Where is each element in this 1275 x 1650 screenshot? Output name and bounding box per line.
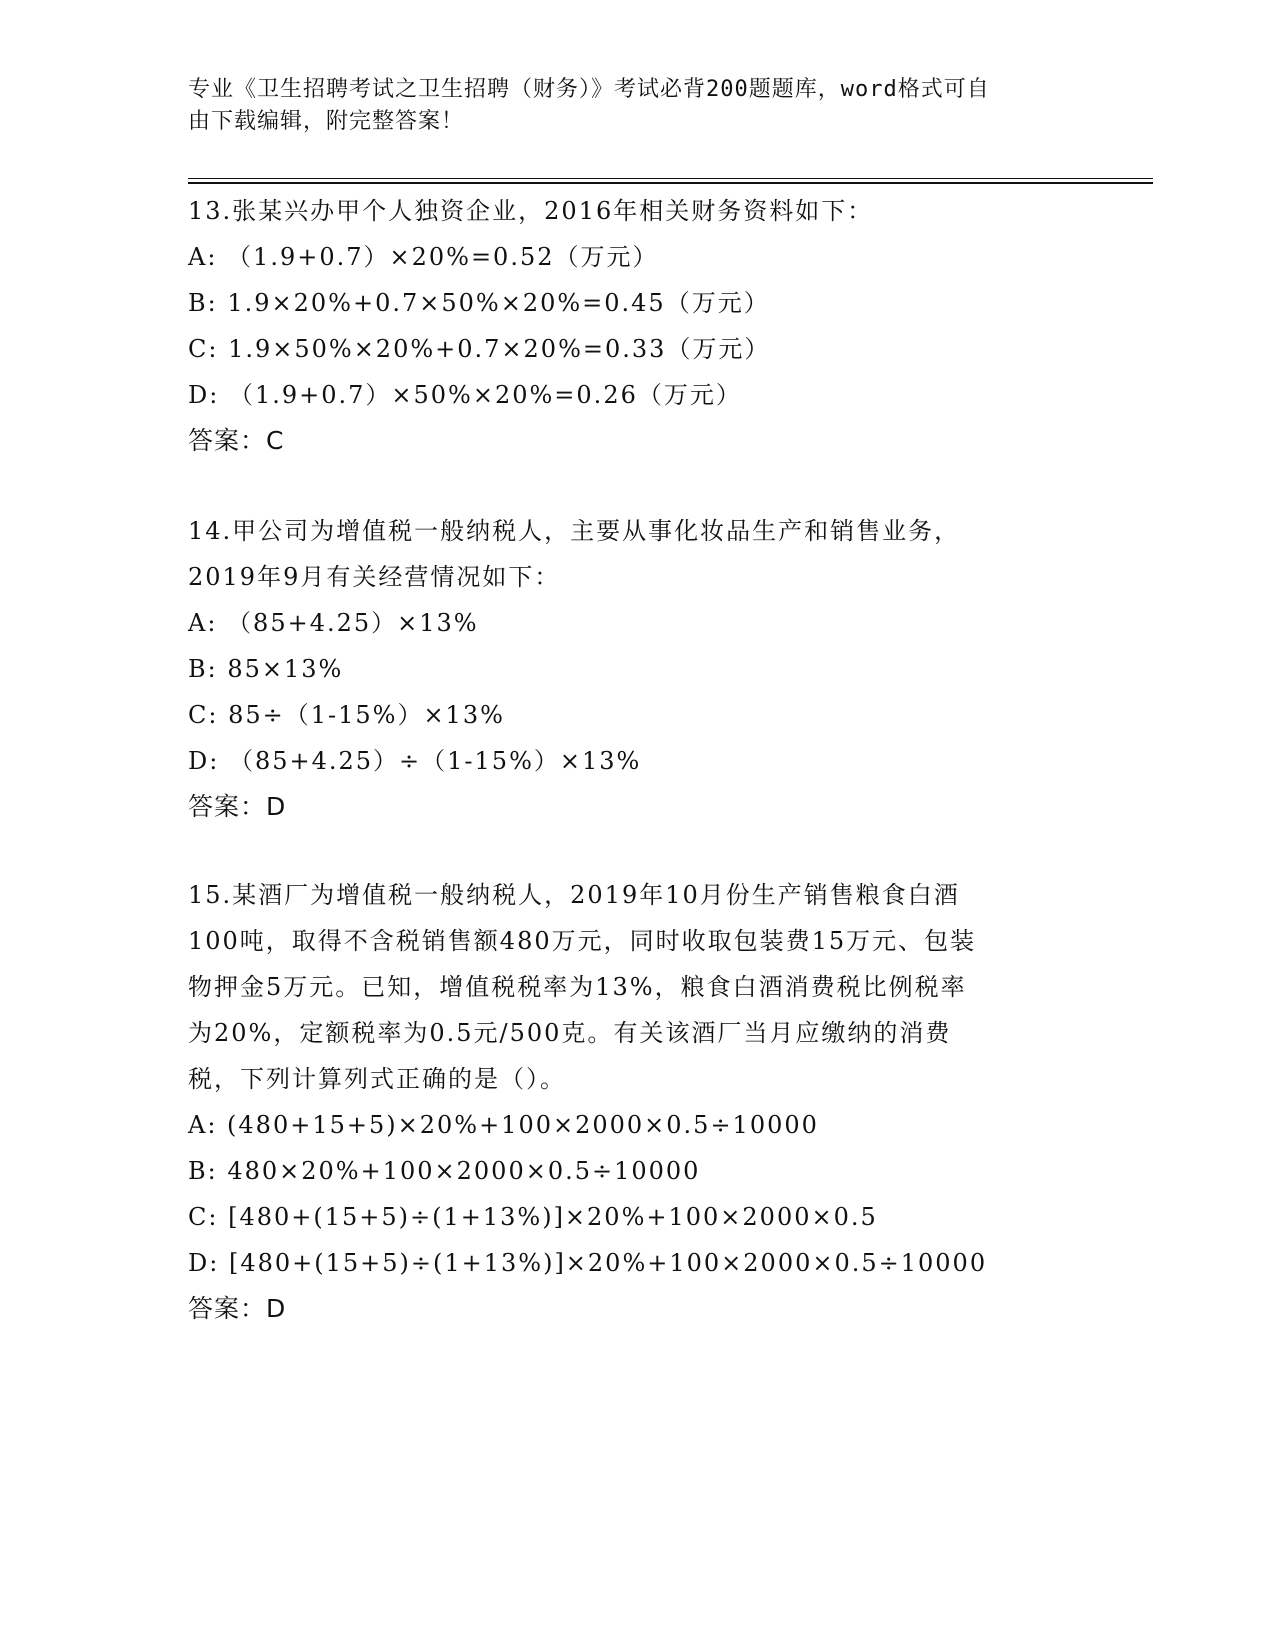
- question-14-option-b: B: 85×13%: [188, 655, 344, 683]
- question-15-stem-line-1: 15.某酒厂为增值税一般纳税人，2019年10月份生产销售粮食白酒: [188, 881, 960, 909]
- header-divider-thick: [188, 182, 1153, 184]
- question-13-option-d: D: （1.9+0.7）×50%×20%=0.26（万元）: [188, 381, 742, 409]
- question-13-option-a: A: （1.9+0.7）×20%=0.52（万元）: [188, 243, 659, 271]
- question-14: [188, 508, 1088, 830]
- question-14-stem-line-2: 2019年9月有关经营情况如下：: [188, 563, 561, 591]
- question-15-stem-line-5: 税，下列计算列式正确的是（）。: [188, 1065, 566, 1093]
- question-15-stem-line-2: 100吨，取得不含税销售额480万元，同时收取包装费15万元、包装: [188, 927, 977, 955]
- question-14-option-d: D: （85+4.25）÷（1-15%）×13%: [188, 747, 642, 775]
- question-15-answer: 答案：D: [188, 1294, 287, 1323]
- question-13-option-c: C: 1.9×50%×20%+0.7×20%=0.33（万元）: [188, 335, 771, 363]
- question-15-option-d: D: [480+(15+5)÷(1+13%)]×20%+100×2000×0.5÷10000: [188, 1249, 988, 1277]
- header-line-1: 专业《卫生招聘考试之卫生招聘（财务）》考试必背200题题库，word格式可自: [188, 77, 990, 102]
- question-13: [188, 188, 1088, 464]
- question-15: [188, 872, 1088, 1332]
- question-14-stem-line-1: 14.甲公司为增值税一般纳税人，主要从事化妆品生产和销售业务，: [188, 517, 961, 545]
- question-15-option-a: A: (480+15+5)×20%+100×2000×0.5÷10000: [188, 1111, 819, 1139]
- question-15-stem-line-3: 物押金5万元。已知，增值税税率为13%，粮食白酒消费税比例税率: [188, 973, 967, 1001]
- question-13-stem-line-1: 13.张某兴办甲个人独资企业，2016年相关财务资料如下：: [188, 197, 874, 225]
- header-divider-thin: [188, 178, 1153, 179]
- question-15-option-b: B: 480×20%+100×2000×0.5÷10000: [188, 1157, 701, 1185]
- document-header: [188, 74, 1088, 138]
- question-13-answer: 答案：C: [188, 426, 285, 455]
- header-line-2: 由下载编辑，附完整答案！: [188, 109, 465, 134]
- question-14-option-a: A: （85+4.25）×13%: [188, 609, 479, 637]
- question-13-option-b: B: 1.9×20%+0.7×50%×20%=0.45（万元）: [188, 289, 770, 317]
- question-14-answer: 答案：D: [188, 792, 287, 821]
- question-15-stem-line-4: 为20%，定额税率为0.5元/500克。有关该酒厂当月应缴纳的消费: [188, 1019, 952, 1047]
- question-15-option-c: C: [480+(15+5)÷(1+13%)]×20%+100×2000×0.5: [188, 1203, 878, 1231]
- question-14-option-c: C: 85÷（1-15%）×13%: [188, 701, 505, 729]
